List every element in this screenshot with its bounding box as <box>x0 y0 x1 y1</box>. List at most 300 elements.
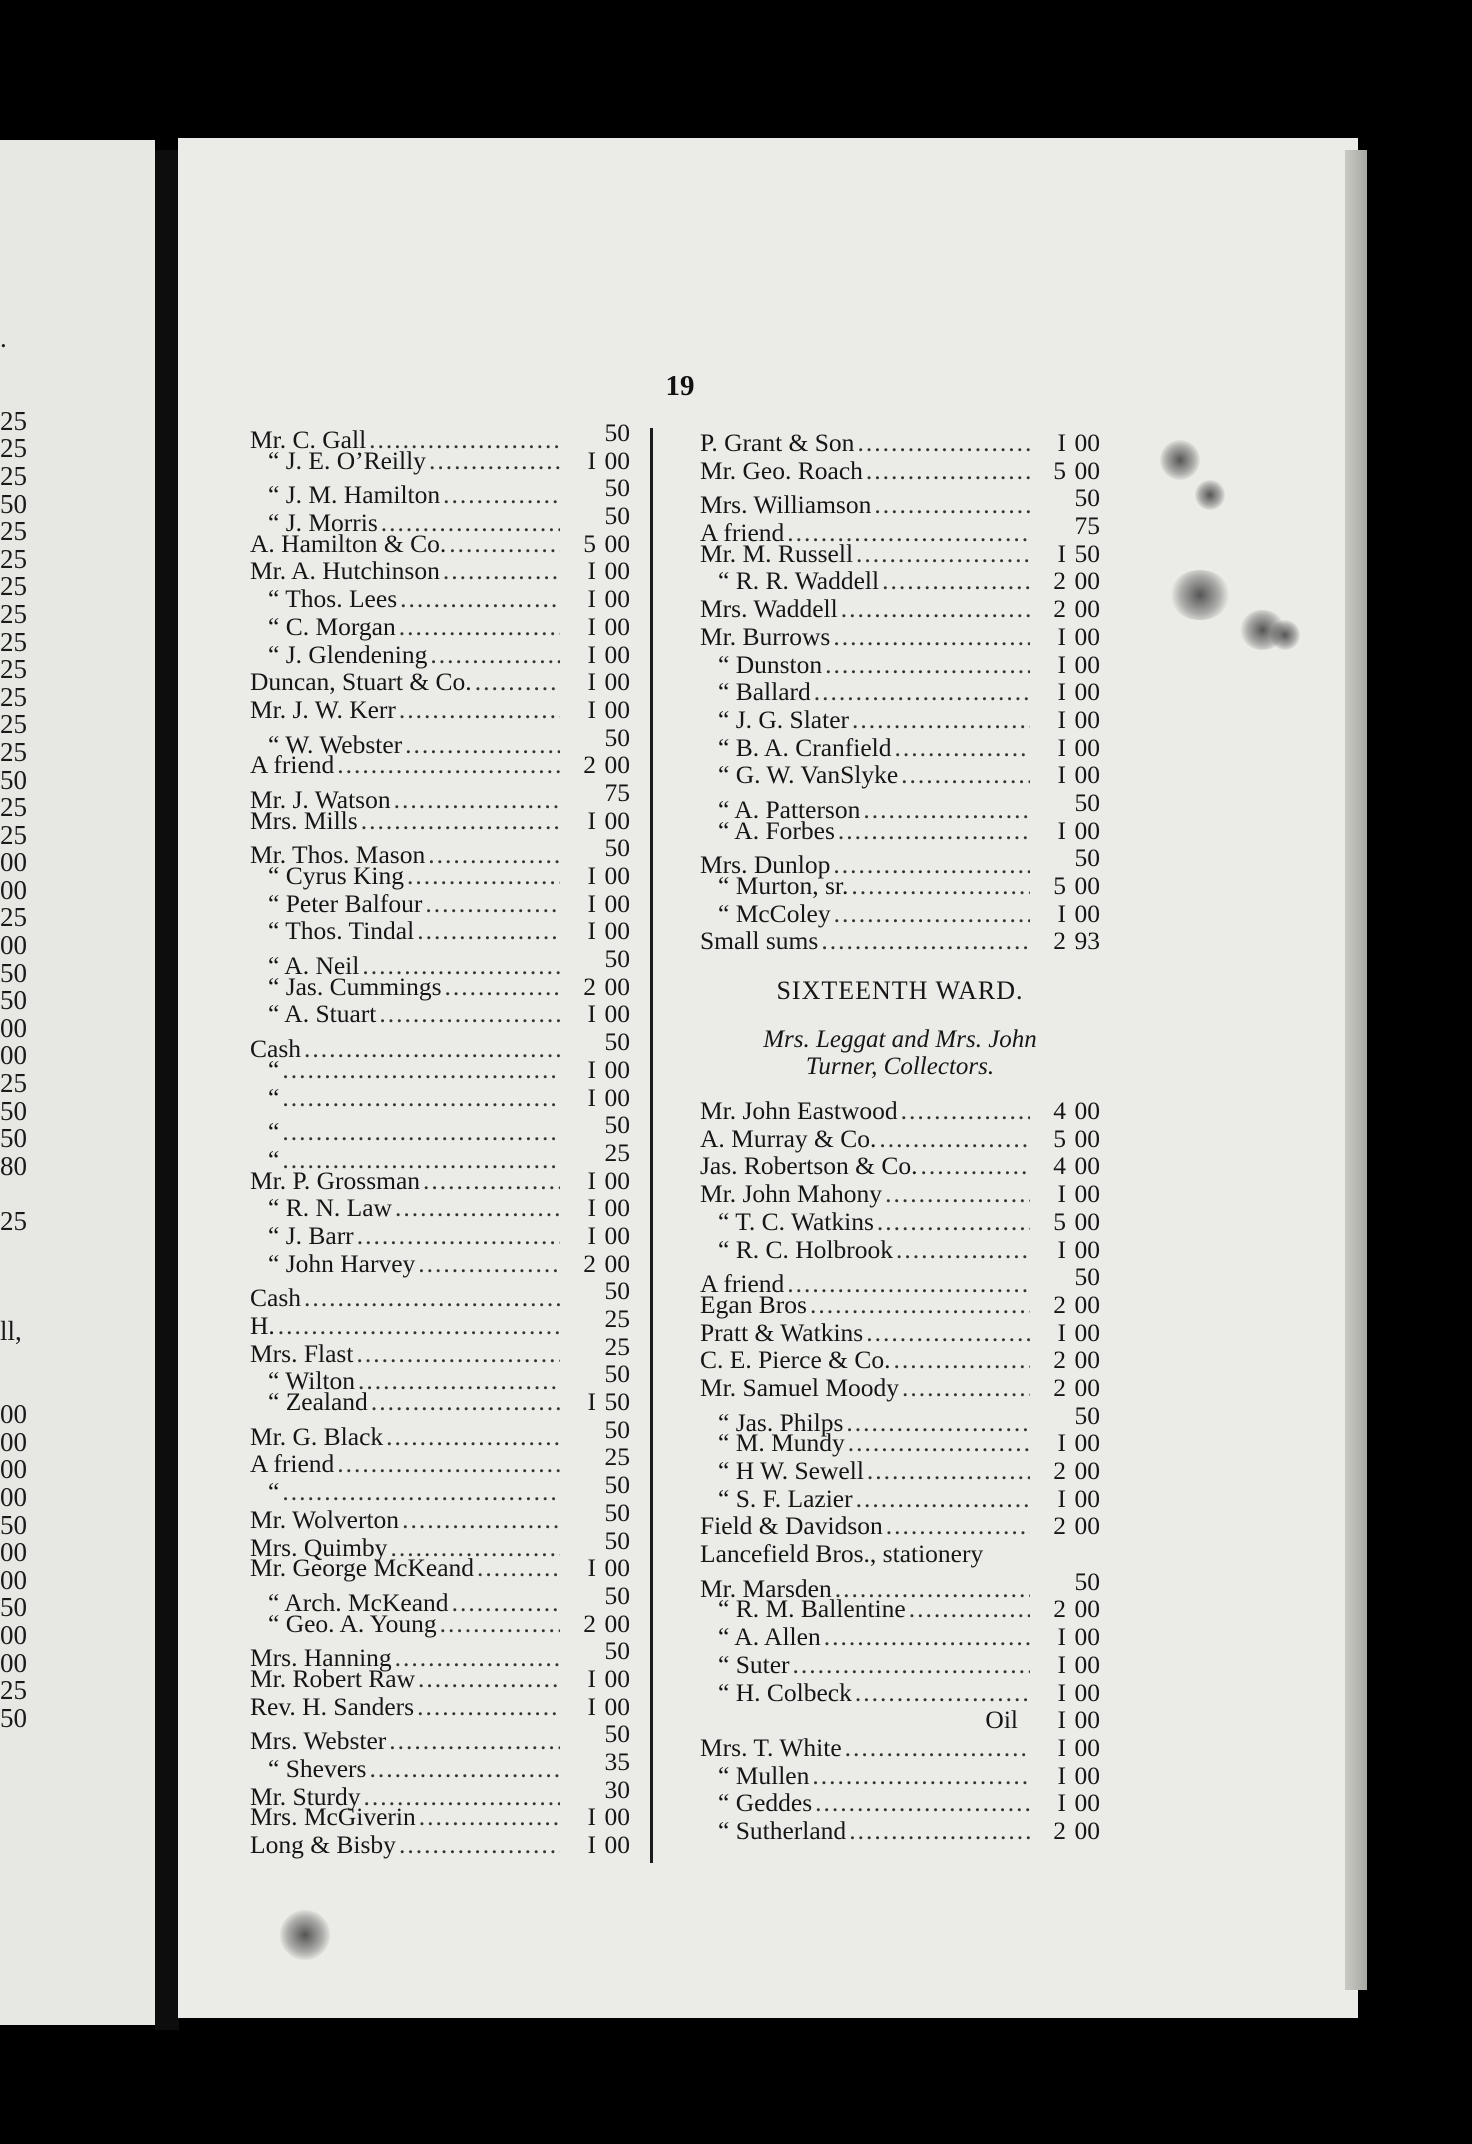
entry-row <box>250 446 630 474</box>
entry-name: Mr. J. Watson <box>250 784 391 814</box>
amount-dollars <box>1032 511 1066 541</box>
entry-amount <box>560 1692 630 1722</box>
amount-cents: 00 <box>1074 1428 1100 1458</box>
entry-amount <box>1030 788 1100 818</box>
leader-dots <box>833 622 1030 652</box>
entry-name: A friend <box>250 750 335 780</box>
amount-cents: 00 <box>1074 1622 1100 1652</box>
entry-name: Mr. Wolverton <box>250 1504 400 1534</box>
amount-dollars: I <box>587 639 596 669</box>
entry-name: “ R. C. Holbrook <box>718 1234 893 1264</box>
ink-smudge <box>280 1910 330 1960</box>
amount-dollars: 2 <box>1053 1511 1066 1541</box>
entry-name: Mr. A. Hutchinson <box>250 556 440 586</box>
entry-amount <box>560 667 630 697</box>
entry-row <box>250 1387 630 1415</box>
amount-dollars: I <box>1057 1788 1066 1818</box>
entry-row <box>700 622 1100 650</box>
leader-dots <box>371 1387 560 1417</box>
entry-name: Mr. John Eastwood <box>700 1096 898 1126</box>
entry-row <box>250 889 630 917</box>
amount-cents: 00 <box>604 1082 630 1112</box>
entry-amount <box>1030 1235 1100 1265</box>
collectors-note <box>700 1026 1100 1096</box>
leader-dots <box>449 529 560 559</box>
entry-name: “ Shevers <box>268 1754 367 1783</box>
entry-row <box>250 640 630 668</box>
amount-cents: 00 <box>1074 649 1100 679</box>
amount-cents: 25 <box>604 1304 630 1333</box>
entry-name: Small sums <box>700 926 819 956</box>
entry-name: “ <box>268 1144 280 1174</box>
entry-row <box>250 1276 630 1313</box>
amount-dollars: I <box>587 805 596 835</box>
entry-amount <box>560 999 630 1029</box>
amount-dollars <box>562 1747 596 1777</box>
entry-amount <box>1030 1622 1100 1652</box>
entry-row <box>700 1484 1100 1512</box>
entry-name: “ R. M. Ballentine <box>718 1594 906 1624</box>
entry-amount <box>1030 843 1100 873</box>
page-edge-shadow <box>1345 150 1367 1990</box>
amount-dollars: 2 <box>1053 1456 1066 1485</box>
amount-dollars <box>562 1442 596 1472</box>
entry-amount <box>560 584 630 614</box>
amount-cents: 00 <box>1074 1317 1100 1347</box>
entry-amount <box>1030 650 1100 680</box>
entry-row <box>700 1456 1100 1484</box>
margin-fragment: 25 <box>0 792 27 823</box>
entry-name: “ <box>268 1054 280 1084</box>
leader-dots <box>838 816 1030 846</box>
amount-dollars: I <box>587 1220 596 1250</box>
entry-amount <box>1030 539 1100 569</box>
entry-name: C. E. Pierce & Co. <box>700 1345 891 1375</box>
entry-amount <box>560 861 630 891</box>
amount-dollars: 4 <box>1053 1151 1066 1181</box>
amount-dollars: I <box>587 999 596 1029</box>
amount-cents: 00 <box>604 1165 630 1195</box>
entry-amount <box>560 889 630 919</box>
leader-dots <box>879 1124 1030 1154</box>
amount-dollars <box>562 1526 596 1556</box>
amount-cents: 00 <box>604 667 630 697</box>
entry-name: Mr. George McKeand <box>250 1553 475 1583</box>
margin-fragment: 25 <box>0 1206 27 1236</box>
entry-name: “ A. Patterson <box>718 794 861 824</box>
amount-dollars: 5 <box>1053 1206 1066 1236</box>
entry-name: “ Peter Balfour <box>268 888 423 918</box>
entry-name: Jas. Robertson & Co. <box>700 1151 918 1181</box>
amount-dollars: 2 <box>1053 926 1066 956</box>
right-top-list <box>700 428 1100 954</box>
entry-row <box>700 1594 1100 1622</box>
entry-amount <box>1030 1401 1100 1431</box>
entry-name: “ Arch. McKeand <box>268 1587 449 1617</box>
entry-name: “ J. Glendening <box>268 639 428 669</box>
leader-dots <box>920 1151 1030 1181</box>
amount-dollars <box>562 1498 596 1528</box>
entry-amount <box>560 1221 630 1251</box>
amount-dollars <box>562 833 596 863</box>
entry-name: “ J. M. Hamilton <box>268 480 441 510</box>
amount-cents: 00 <box>1074 1649 1100 1679</box>
entry-name: “ R. N. Law <box>268 1193 392 1223</box>
leader-dots <box>841 594 1030 624</box>
entry-amount <box>560 695 630 725</box>
amount-cents: 00 <box>604 888 630 918</box>
margin-fragment: 25 <box>0 543 27 574</box>
leader-dots <box>282 1055 560 1085</box>
amount-dollars <box>562 1138 596 1168</box>
entry-name: Lancefield Bros., stationery <box>700 1539 984 1569</box>
entry-name: Mr. Robert Raw <box>250 1663 416 1693</box>
amount-cents: 00 <box>604 999 630 1029</box>
entry-amount <box>560 612 630 642</box>
amount-cents: 00 <box>1074 1677 1100 1707</box>
entry-amount <box>560 1526 630 1556</box>
entry-amount <box>1030 733 1100 763</box>
amount-dollars: I <box>587 1387 596 1417</box>
amount-dollars: I <box>1057 1179 1066 1209</box>
amount-dollars: 4 <box>1053 1096 1066 1126</box>
amount-dollars <box>562 1415 596 1445</box>
entry-amount <box>560 529 630 559</box>
entry-row <box>250 1580 630 1617</box>
leader-dots <box>825 650 1030 680</box>
entry-amount <box>560 1636 630 1666</box>
amount-dollars: I <box>587 1553 596 1583</box>
leader-dots <box>886 1511 1030 1541</box>
amount-cents: 50 <box>1074 1566 1100 1596</box>
amount-cents: 50 <box>604 722 630 752</box>
entry-name: “ Zealand <box>268 1387 368 1417</box>
entry-name: Mrs. Dunlop <box>700 850 831 880</box>
amount-cents: 25 <box>604 1331 630 1361</box>
entry-name: “ John Harvey <box>268 1248 416 1278</box>
entry-name: Mrs. Williamson <box>700 490 872 520</box>
entry-row <box>700 428 1100 456</box>
entry-amount <box>560 1110 630 1140</box>
leader-dots <box>400 584 560 614</box>
entry-row <box>700 566 1100 594</box>
entry-name: Mr. Geo. Roach <box>700 455 863 485</box>
amount-dollars <box>1032 1262 1066 1292</box>
entry-amount <box>560 473 630 503</box>
amount-dollars: 2 <box>583 971 596 1001</box>
entry-amount <box>1030 816 1100 846</box>
margin-fragment: 50 <box>0 1592 27 1623</box>
amount-dollars: I <box>1057 1649 1066 1679</box>
leader-dots <box>389 1726 560 1756</box>
entry-amount <box>560 1249 630 1279</box>
amount-cents: 00 <box>604 971 630 1001</box>
margin-fragment: 50 <box>0 1095 27 1126</box>
amount-dollars: I <box>1057 1760 1066 1790</box>
amount-dollars: 2 <box>1053 1345 1066 1375</box>
ink-smudge <box>1270 620 1300 650</box>
margin-fragment: 25 <box>0 709 27 740</box>
amount-cents: 00 <box>604 1248 630 1278</box>
amount-cents: 50 <box>1074 787 1100 817</box>
entry-name: “ C. Morgan <box>268 611 396 641</box>
amount-cents: 00 <box>1074 1788 1100 1818</box>
amount-cents: 00 <box>1074 1372 1100 1402</box>
entry-name: “ A. Allen <box>718 1622 821 1652</box>
amount-dollars: I <box>1057 621 1066 651</box>
entry-amount <box>560 1470 630 1500</box>
margin-fragment: 80 <box>0 1150 27 1181</box>
leader-dots <box>874 490 1030 520</box>
amount-cents: 50 <box>604 1719 630 1749</box>
leader-dots <box>337 1449 560 1479</box>
amount-dollars <box>1032 788 1066 818</box>
entry-name: “ A. Forbes <box>718 815 835 845</box>
entry-row <box>250 1609 630 1637</box>
leader-dots <box>399 695 560 725</box>
leader-dots <box>885 1179 1030 1209</box>
leader-dots <box>417 916 560 946</box>
amount-dollars: I <box>1057 815 1066 845</box>
leader-dots <box>282 1477 560 1507</box>
amount-cents: 35 <box>604 1747 630 1776</box>
margin-fragment <box>0 353 52 381</box>
entry-amount <box>1030 511 1100 541</box>
entry-row <box>250 999 630 1027</box>
entry-row <box>700 705 1100 733</box>
margin-fragment <box>0 1180 52 1208</box>
entry-row <box>700 1179 1100 1207</box>
entry-name: “ Suter <box>718 1649 790 1679</box>
amount-dollars: I <box>587 667 596 697</box>
amount-cents: 00 <box>1074 566 1100 596</box>
entry-name: “ A. Neil <box>268 951 360 981</box>
amount-cents: 00 <box>604 694 630 724</box>
entry-name: A friend <box>250 1449 335 1479</box>
amount-dollars <box>562 1110 596 1140</box>
leader-dots <box>812 1761 1030 1791</box>
entry-name: “ Ballard <box>718 677 811 707</box>
amount-dollars: 5 <box>1053 1123 1066 1153</box>
entry-name: “ J. E. O’Reilly <box>268 445 426 475</box>
amount-dollars: 2 <box>1053 594 1066 624</box>
entry-name: Mr. C. Gall <box>250 425 367 454</box>
entry-row <box>250 833 630 870</box>
amount-dollars: I <box>1057 1428 1066 1458</box>
leader-dots <box>477 1553 560 1583</box>
amount-dollars: I <box>1057 760 1066 790</box>
leader-dots <box>440 1609 560 1639</box>
entry-name: “ Sutherland <box>718 1815 847 1845</box>
margin-fragment: 50 <box>0 764 27 795</box>
leader-dots <box>895 733 1030 763</box>
amount-cents: 00 <box>604 916 630 946</box>
entry-name: Mr. John Mahony <box>700 1179 883 1209</box>
left-contributions-column <box>250 418 630 1858</box>
amount-dollars: I <box>587 1193 596 1223</box>
amount-cents: 00 <box>604 611 630 641</box>
entry-amount <box>1030 1594 1100 1624</box>
entry-row <box>250 1193 630 1221</box>
entry-amount <box>1030 1567 1100 1597</box>
entry-amount <box>1030 483 1100 513</box>
amount-cents: 25 <box>604 1442 630 1472</box>
margin-fragment: 00 <box>0 1564 27 1595</box>
entry-name: A. Hamilton & Co. <box>250 528 447 558</box>
amount-cents: 00 <box>604 639 630 669</box>
amount-dollars: I <box>1057 1483 1066 1513</box>
entry-name: “ Dunston <box>718 649 823 679</box>
entry-row <box>250 1719 630 1756</box>
entry-amount <box>560 1166 630 1196</box>
margin-fragment: 25 <box>0 460 27 491</box>
leader-dots <box>443 556 560 586</box>
leader-dots <box>445 972 560 1002</box>
entry-row <box>700 871 1100 899</box>
amount-dollars <box>562 944 596 974</box>
entry-row <box>700 1761 1100 1789</box>
entry-name: “ <box>268 1477 280 1507</box>
entry-amount <box>560 1359 630 1389</box>
leader-dots <box>386 1422 560 1452</box>
entry-row <box>700 1345 1100 1373</box>
leader-dots <box>866 456 1030 486</box>
leader-dots <box>834 899 1030 929</box>
entry-amount <box>1030 1207 1100 1237</box>
entry-amount <box>560 1442 630 1472</box>
amount-cents: 00 <box>1074 1732 1100 1762</box>
leader-dots <box>824 1622 1030 1652</box>
entry-amount <box>560 1138 630 1168</box>
leader-dots <box>856 1484 1030 1514</box>
entry-row <box>700 650 1100 678</box>
leader-dots <box>856 539 1030 569</box>
entry-row <box>250 806 630 834</box>
amount-dollars: I <box>1057 1317 1066 1347</box>
leader-dots <box>475 667 560 697</box>
amount-cents: 00 <box>1074 704 1100 734</box>
leader-dots <box>815 1788 1030 1818</box>
entry-amount <box>560 1609 630 1639</box>
leader-dots <box>337 750 560 780</box>
margin-fragment: 50 <box>0 488 27 519</box>
entry-amount <box>560 972 630 1002</box>
entry-row <box>250 667 630 695</box>
entry-amount <box>560 1304 630 1334</box>
entry-row <box>700 539 1100 567</box>
amount-cents: 30 <box>604 1774 630 1804</box>
amount-cents: 00 <box>604 1220 630 1250</box>
entry-name: “ G. W. VanSlyke <box>718 760 899 790</box>
amount-dollars: I <box>587 611 596 641</box>
amount-cents: 00 <box>604 1193 630 1223</box>
entry-row <box>700 733 1100 761</box>
entry-amount <box>560 1083 630 1113</box>
entry-name: “ M. Mundy <box>718 1428 845 1458</box>
entry-name: “ B. A. Cranfield <box>718 732 892 762</box>
margin-fragment: 50 <box>0 1123 27 1154</box>
entry-row <box>700 899 1100 927</box>
leader-dots <box>407 861 560 891</box>
leader-dots <box>357 1221 560 1251</box>
entry-row <box>700 1124 1100 1152</box>
entry-row <box>700 483 1100 520</box>
amount-cents: 50 <box>604 1636 630 1666</box>
entry-name: Mrs. Hanning <box>250 1643 392 1673</box>
entry-name: “ <box>268 1117 280 1147</box>
amount-dollars: 2 <box>583 750 596 780</box>
amount-dollars <box>562 1027 596 1057</box>
amount-dollars: I <box>1057 538 1066 568</box>
entry-name: Mrs. Flast <box>250 1338 354 1368</box>
amount-cents: 50 <box>604 1027 630 1057</box>
amount-dollars <box>562 1470 596 1500</box>
entry-row <box>250 944 630 981</box>
amount-cents: 00 <box>604 528 630 558</box>
amount-cents: 00 <box>604 805 630 835</box>
entry-amount <box>1030 871 1100 901</box>
amount-dollars: 2 <box>583 1248 596 1278</box>
amount-cents: 00 <box>604 1691 630 1721</box>
margin-fragment: 00 <box>0 1012 27 1043</box>
amount-dollars <box>1032 483 1066 513</box>
entry-row <box>250 584 630 612</box>
entry-row <box>700 926 1100 954</box>
entry-row <box>700 1650 1100 1678</box>
collectors-line-1: Mrs. Leggat and Mrs. John <box>763 1026 1037 1054</box>
entry-row <box>250 1414 630 1451</box>
entry-name: “ S. F. Lazier <box>718 1483 853 1513</box>
amount-dollars: I <box>587 694 596 724</box>
entry-row <box>700 816 1100 844</box>
entry-amount <box>560 1664 630 1694</box>
entry-row <box>250 695 630 723</box>
leader-dots <box>419 1802 560 1832</box>
entry-name: “ Thos. Tindal <box>268 916 415 946</box>
amount-dollars: I <box>587 584 596 614</box>
amount-cents: 00 <box>604 584 630 614</box>
amount-cents: 00 <box>1074 871 1100 900</box>
entry-amount <box>560 916 630 946</box>
amount-cents: 00 <box>1074 898 1100 928</box>
leader-dots <box>821 926 1030 956</box>
amount-cents: 00 <box>1074 815 1100 845</box>
amount-cents: 50 <box>604 1470 630 1500</box>
entry-amount <box>1030 677 1100 707</box>
ward-heading: SIXTEENTH WARD. <box>776 976 1024 1006</box>
amount-dollars <box>562 418 596 448</box>
amount-cents: 00 <box>1074 1179 1100 1209</box>
amount-cents: 50 <box>604 418 630 447</box>
leader-dots <box>399 612 560 642</box>
entry-name: Mr. J. W. Kerr <box>250 694 396 724</box>
entry-amount <box>1030 926 1100 956</box>
entry-amount <box>560 1802 630 1832</box>
margin-fragment: 25 <box>0 681 27 712</box>
entry-row <box>700 594 1100 622</box>
amount-dollars: I <box>587 556 596 586</box>
margin-fragment: 25 <box>0 819 27 850</box>
amount-dollars: 2 <box>583 1608 596 1638</box>
leader-dots <box>443 480 560 510</box>
amount-cents: 00 <box>1074 1345 1100 1375</box>
entry-name: H. <box>250 1311 275 1340</box>
entry-amount <box>560 1553 630 1583</box>
entry-row <box>250 1055 630 1083</box>
margin-fragment: 00 <box>0 1537 27 1568</box>
entry-row <box>700 1566 1100 1603</box>
entry-name: “ Mullen <box>718 1760 810 1790</box>
